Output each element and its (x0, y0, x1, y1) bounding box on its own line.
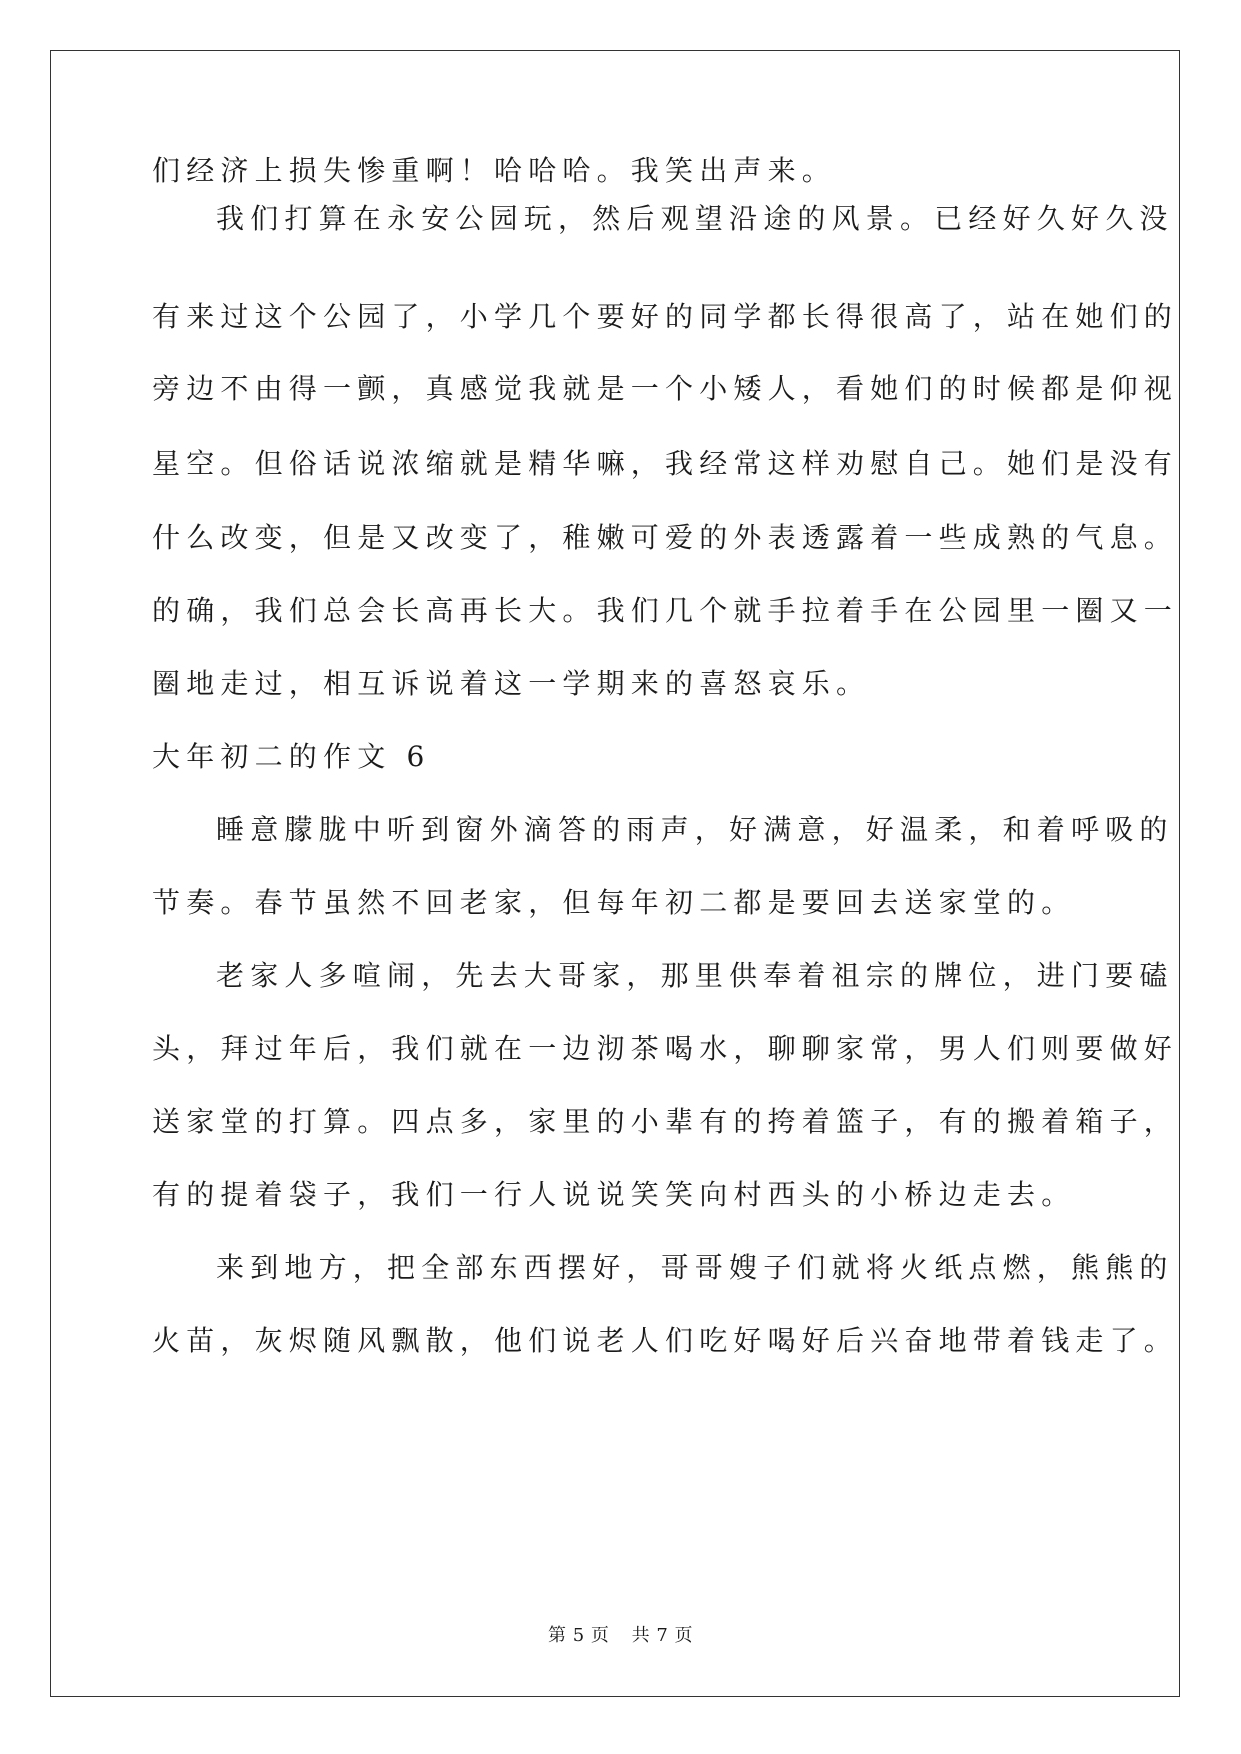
section-heading: 大年初二的作文 6 (152, 740, 431, 773)
text-line: 星空。但俗话说浓缩就是精华嘛，我经常这样劝慰自己。她们是没有 (152, 447, 1179, 480)
paragraph-first-line: 老家人多喧闹，先去大哥家，那里供奉着祖宗的牌位，进门要磕 (216, 959, 1174, 992)
text-line: 的确，我们总会长高再长大。我们几个就手拉着手在公园里一圈又一 (152, 594, 1179, 627)
text-line: 火苗，灰烬随风飘散，他们说老人们吃好喝好后兴奋地带着钱走了。 (152, 1324, 1179, 1357)
text-line: 有来过这个公园了，小学几个要好的同学都长得很高了，站在她们的 (152, 300, 1179, 333)
paragraph-first-line: 睡意朦胧中听到窗外滴答的雨声，好满意，好温柔，和着呼吸的 (216, 813, 1174, 846)
text-line: 送家堂的打算。四点多，家里的小辈有的挎着篮子，有的搬着箱子， (152, 1105, 1179, 1138)
text-line: 节奏。春节虽然不回老家，但每年初二都是要回去送家堂的。 (152, 886, 1076, 919)
text-line: 头，拜过年后，我们就在一边沏茶喝水，聊聊家常，男人们则要做好 (152, 1032, 1179, 1065)
text-line: 们经济上损失惨重啊！哈哈哈。我笑出声来。 (152, 154, 837, 187)
paragraph-first-line: 来到地方，把全部东西摆好，哥哥嫂子们就将火纸点燃，熊熊的 (216, 1251, 1174, 1284)
page-border (50, 50, 1180, 1697)
text-line: 旁边不由得一颤，真感觉我就是一个小矮人，看她们的时候都是仰视 (152, 372, 1179, 405)
text-line: 什么改变，但是又改变了，稚嫩可爱的外表透露着一些成熟的气息。 (152, 521, 1179, 554)
text-line: 圈地走过，相互诉说着这一学期来的喜怒哀乐。 (152, 667, 871, 700)
text-line: 有的提着袋子，我们一行人说说笑笑向村西头的小桥边走去。 (152, 1178, 1076, 1211)
page-number-total: 共 7 页 (631, 1625, 694, 1646)
page-footer (0, 1621, 1241, 1647)
page-number-current: 第 5 页 (547, 1625, 610, 1646)
paragraph-first-line: 我们打算在永安公园玩，然后观望沿途的风景。已经好久好久没 (216, 202, 1174, 235)
